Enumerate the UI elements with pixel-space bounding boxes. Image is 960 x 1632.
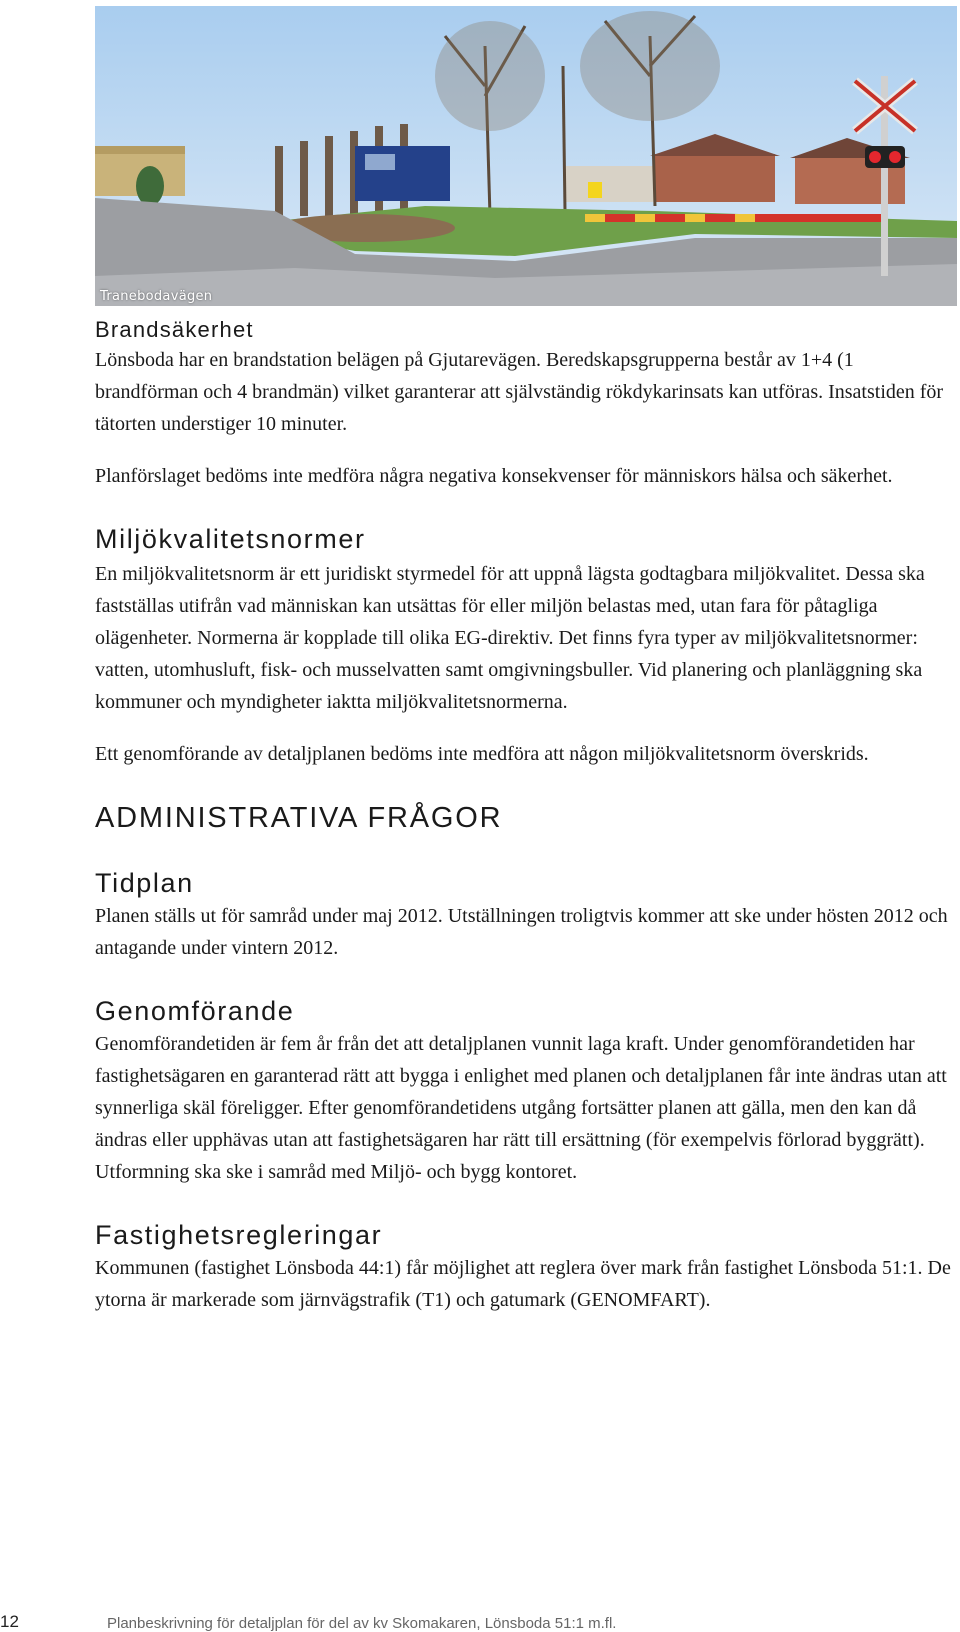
- paragraph-tidplan: Planen ställs ut för samråd under maj 2012. Utställningen troligtvis kommer att ske under hösten 2012 och antagande under vintern 2012.: [95, 905, 948, 959]
- heading-miljokvalitetsnormer: Miljökvalitetsnormer: [95, 524, 366, 554]
- heading-fastighetsregleringar: Fastighetsregleringar: [95, 1220, 383, 1250]
- paragraph-genomforande-1: Genomförandetiden är fem år från det att detaljplanen vunnit laga kraft. Under genomförandetiden har fastighetsägaren en garanterad rätt att bygga i enlighet med planen och detaljplanen får inte ändras utan att synnerliga skäl föreligger. Efter genomförandetidens utgång fortsätter planen att gälla, men den kan då ändras eller upphävas utan att fastighetsägaren har rätt till ersättning (för exempelvis förlorad byggrätt).: [95, 1033, 947, 1151]
- street-photo: [95, 6, 957, 306]
- page-content: [95, 316, 960, 1316]
- page-number: 12: [0, 1612, 19, 1631]
- paragraph-genomforande-2: Utformning ska ske i samråd med Miljö- och bygg kontoret.: [95, 1161, 578, 1183]
- paragraph-brand-2: Planförslaget bedöms inte medföra några negativa konsekvenser för människors hälsa och säkerhet.: [95, 465, 893, 487]
- paragraph-miljo-2: Ett genomförande av detaljplanen bedöms inte medföra att någon miljökvalitetsnorm överskrids.: [95, 743, 869, 765]
- paragraph-miljo-1: En miljökvalitetsnorm är ett juridiskt styrmedel för att uppnå lägsta godtagbara miljökvalitet. Dessa ska fastställas utifrån vad människan kan utsättas för eller miljön belastas med, utan fara för påtagliga olägenheter. Normerna är kopplade till olika EG-direktiv. Det finns fyra typer av miljökvalitetsnormer: vatten, utomhusluft, fisk- och musselvatten samt omgivningsbuller. Vid planering och planläggning ska kommuner och myndigheter iaktta miljökvalitetsnormerna.: [95, 563, 925, 713]
- paragraph-fastighet: Kommunen (fastighet Lönsboda 44:1) får möjlighet att reglera över mark från fastighet Lönsboda 51:1. De ytorna är markerade som järnvägstrafik (T1) och gatumark (GENOMFART).: [95, 1257, 951, 1311]
- photo-caption: Tranebodavägen: [100, 289, 213, 304]
- heading-tidplan: Tidplan: [95, 868, 194, 898]
- paragraph-brand-1: Lönsboda har en brandstation belägen på Gjutarevägen. Beredskapsgrupperna består av 1+4 (1 brandförman och 4 brandmän) vilket garanterar att självständig rökdykarinsats kan utföras. Insatstiden för tätorten understiger 10 minuter.: [95, 349, 944, 435]
- street-scene-image: [95, 6, 957, 306]
- heading-brandsakerhet: Brandsäkerhet: [95, 317, 254, 342]
- footer-text: Planbeskrivning för detaljplan för del av kv Skomakaren, Lönsboda 51:1 m.fl.: [107, 1615, 617, 1632]
- heading-administrativa-fragor: ADMINISTRATIVA FRÅGOR: [95, 802, 503, 834]
- heading-genomforande: Genomförande: [95, 996, 295, 1026]
